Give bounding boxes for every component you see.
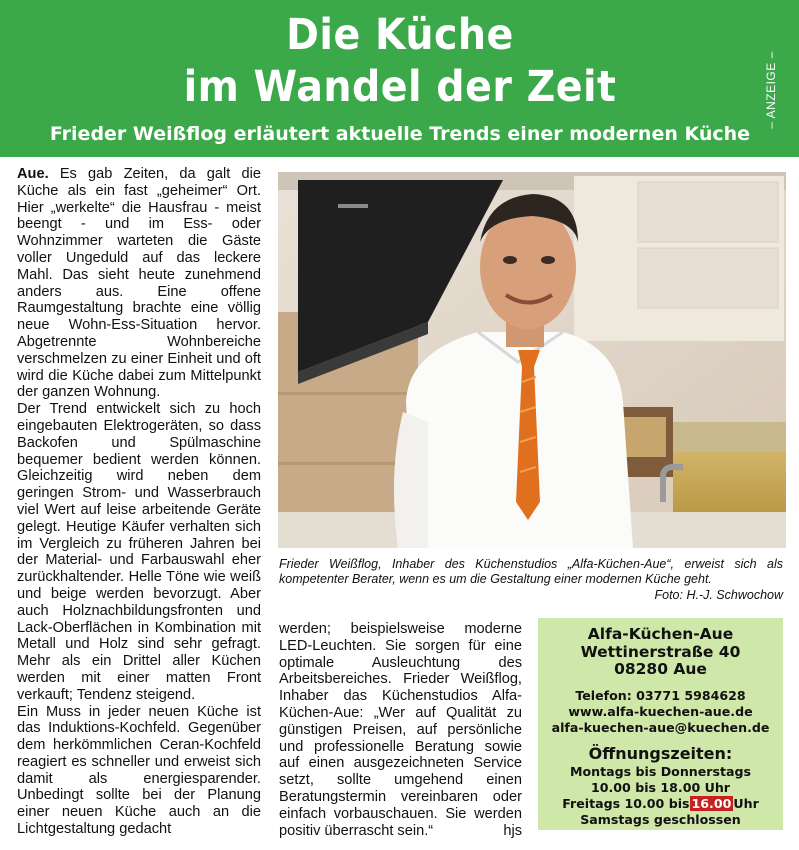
article-intro-text: Es gab Zeiten, da galt die Küche als ein fast „geheimer“ Ort. Hier „werkelte“ die Hausfrau - meist beengt - und im Ess- oder Wohnzimmer warteten die Gäste voller Ungeduld auf das leckere Mahl. Das sieht heute zunehmend anders aus. Eine offene Raumgestaltung brachte eine völlig neue Wohn-Ess-Situation hervor. Abgetrennte Wohnbereiche verschmelzen zu einer Einheit und oft wird die Küche dabei zum Mittelpunkt der ganzen Wohnung. [17,166,261,401]
caption-text: Frieder Weißflog, Inhaber des Küchenstudios „Alfa-Küchen-Aue“, erweist sich als kompetenter Berater, wenn es um die Gestaltung einer modernen Küche geht. [279,557,783,587]
hours-saturday: Samstags geschlossen [580,811,741,827]
article-paragraph-4: werden; beispielsweise moderne LED-Leuchten. Sie sorgen für eine optimale Ausleuchtung des Arbeitsbereiches. Frieder Weißflog, Inhaber das Küchenstudios Alfa-Küchen-Aue: „Wer auf Qualität zu günstigen Preisen, auf persönliche und professionelle Beratung sowie auf einen ausgezeichneten Service setzt, sollte umgehend einen Beratungstermin vereinbaren oder einfach vorbauschauen. Sie werden positiv überrascht sein.“ [279,621,522,839]
hours-friday-prefix: Freitags 10.00 bis [562,795,690,811]
article-paragraph-3: Ein Muss in jeder neuen Küche ist das Induktions-Kochfeld. Gegenüber dem herkömmlichen Ceran-Kochfeld reagiert es schneller und erweist sich damit als energiesparender. Unbedingt sollte bei der Planung einer neuen Küche auch an die Lichtgestaltung gedacht [17,703,261,838]
article-paragraph-1 [17,166,261,401]
company-website: www.alfa-kuechen-aue.de [568,703,753,719]
headline-line-1: Die Küche [286,10,514,60]
hours-weekdays: Montags bis Donnerstags [569,764,752,780]
advertisement-label: – ANZEIGE – [764,51,778,129]
article-photo [278,172,786,548]
headline-line-2: im Wandel der Zeit [183,62,617,112]
photo-caption [279,557,783,603]
article-column-middle [279,621,522,839]
opening-hours-title: Öffnungszeiten: [588,744,733,764]
company-phone: Telefon: 03771 5984628 [575,687,746,703]
hours-weekdays-time: 10.00 bis 18.00 Uhr [590,780,731,796]
company-street: Wettinerstraße 40 [580,642,741,661]
article-column-left [17,166,261,838]
company-city: 08280 Aue [614,660,707,678]
photo-credit: Foto: H.-J. Schwochow [654,587,783,602]
hours-friday-highlight: 16.00 [691,795,732,811]
company-email: alfa-kuechen-aue@kuechen.de [551,720,770,736]
company-name: Alfa-Küchen-Aue [587,625,734,643]
article-lead-word: Aue. [17,166,49,182]
hours-friday [538,796,783,812]
header-rule [0,156,799,157]
header-banner [0,0,799,156]
hours-friday-suffix: Uhr [733,795,759,811]
subheadline: Frieder Weißflog erläutert aktuelle Trends einer modernen Küche [49,123,751,145]
contact-info-box [538,618,783,830]
article-author: hjs [503,822,522,839]
kitchen-portrait-image [278,172,786,548]
article-paragraph-2: Der Trend entwickelt sich zu hoch eingebauten Elektrogeräten, so dass Backofen und Spülmaschine bequemer bedient werden können. Gleichzeitig wird neben dem geringen Strom- und Wasserbrauch viel Wert auf leise arbeitende Geräte gelegt. Heutige Käufer verhalten sich im Vergleich zu früheren Jahren bei der Material- und Farbauswahl eher zurückhaltender. Helle Töne wie weiß und beige werden bevorzugt. Aber auch Holznachbildungsfronten und Lack-Oberflächen in Kombination mit Metall und Holz sind sehr gefragt. Mehr als ein Drittel aller Küchen werden mit einer matten Front verkauft; Tendenz steigend. [17,401,261,703]
